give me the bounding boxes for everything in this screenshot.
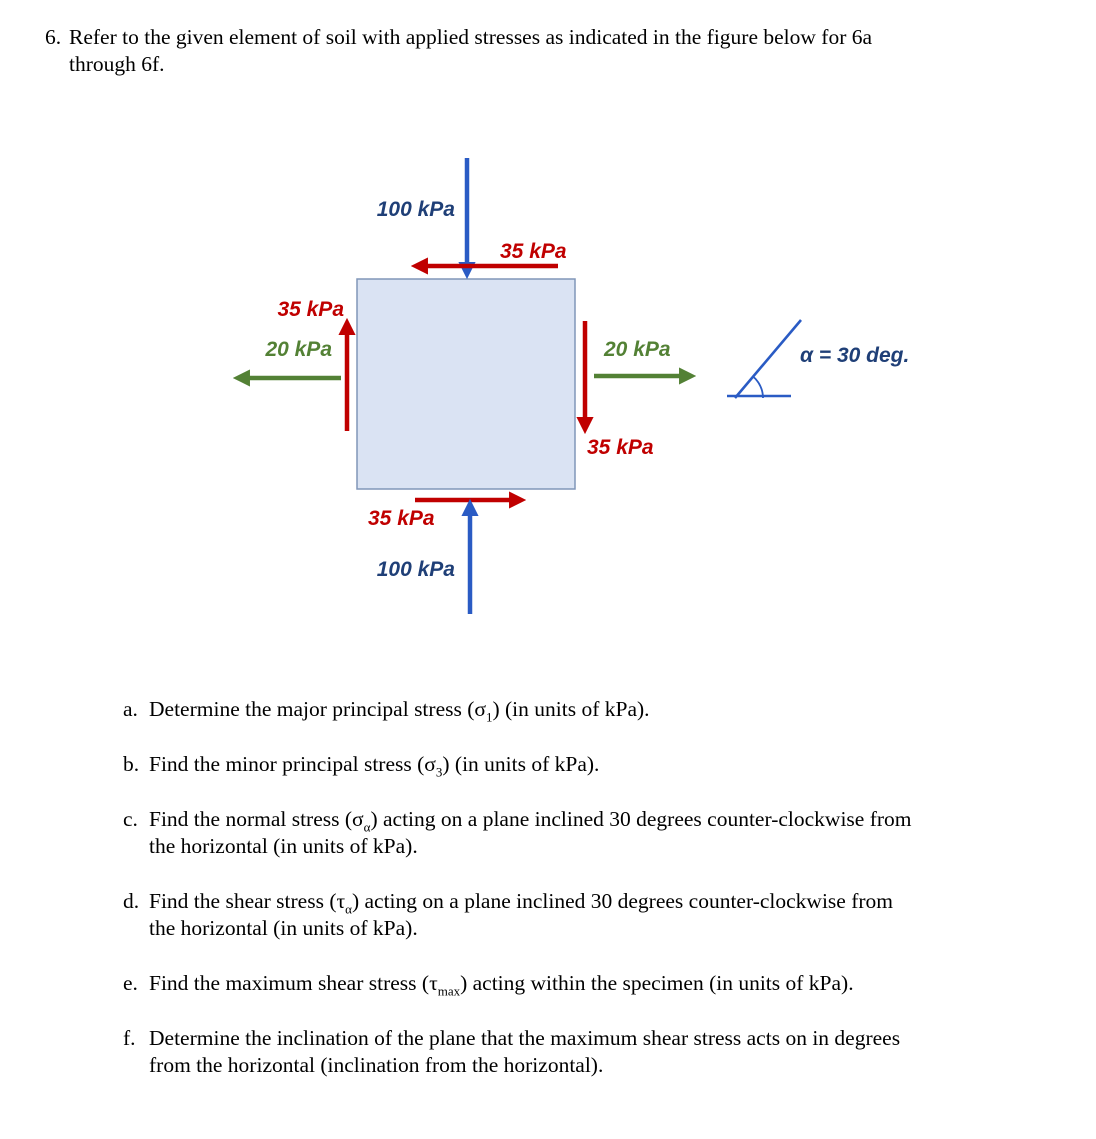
question-a-pre: Determine the major principal stress ( bbox=[149, 697, 475, 721]
question-d-line2: the horizontal (in units of kPa). bbox=[149, 916, 418, 940]
question-b-pre: Find the minor principal stress ( bbox=[149, 752, 425, 776]
question-f-letter: f. bbox=[123, 1026, 136, 1050]
question-d-post: ) acting on a plane inclined 30 degrees counter-clockwise from bbox=[351, 889, 893, 913]
left-normal-stress-label: 20 kPa bbox=[265, 338, 332, 361]
question-a-post: ) (in units of kPa). bbox=[492, 697, 650, 721]
question-d-subscript: α bbox=[345, 901, 352, 917]
problem-statement bbox=[45, 24, 1076, 78]
angle-label: α = 30 deg. bbox=[800, 344, 910, 367]
right-shear-stress-label: 35 kPa bbox=[587, 436, 654, 459]
question-a-symbol: σ bbox=[474, 697, 486, 721]
question-e bbox=[123, 970, 1062, 997]
problem-number: 6. bbox=[45, 25, 62, 49]
question-c-letter: c. bbox=[123, 807, 138, 831]
question-a bbox=[123, 696, 1062, 723]
bottom-shear-stress-label: 35 kPa bbox=[368, 507, 435, 530]
problem-text-line1: Refer to the given element of soil with applied stresses as indicated in the figure below for 6a bbox=[69, 25, 873, 49]
question-c-symbol: σ bbox=[352, 807, 364, 831]
question-e-symbol: τ bbox=[429, 971, 438, 995]
question-e-post: ) acting within the specimen (in units of kPa). bbox=[460, 971, 854, 995]
left-shear-stress-label: 35 kPa bbox=[277, 298, 344, 321]
question-d-symbol: τ bbox=[336, 889, 346, 913]
right-normal-stress-label: 20 kPa bbox=[604, 338, 671, 361]
questions-list bbox=[0, 696, 1096, 1079]
question-c-post: ) acting on a plane inclined 30 degrees counter-clockwise from bbox=[370, 807, 912, 831]
problem-text-line2: through 6f. bbox=[69, 52, 165, 76]
question-b-letter: b. bbox=[123, 752, 140, 776]
question-b-subscript: 3 bbox=[435, 764, 443, 780]
question-b-symbol: σ bbox=[424, 752, 436, 776]
question-f bbox=[123, 1025, 1062, 1079]
question-a-letter: a. bbox=[123, 697, 138, 721]
soil-element-square bbox=[357, 279, 575, 489]
question-c bbox=[123, 806, 1062, 860]
stress-diagram bbox=[0, 148, 1096, 648]
question-d bbox=[123, 888, 1062, 942]
question-b bbox=[123, 751, 1062, 778]
top-shear-stress-label: 35 kPa bbox=[500, 240, 567, 263]
question-e-pre: Find the maximum shear stress ( bbox=[149, 971, 430, 995]
question-f-line1: Determine the inclination of the plane that the maximum shear stress acts on in degrees bbox=[149, 1026, 901, 1050]
question-d-pre: Find the shear stress ( bbox=[149, 889, 337, 913]
angle-inclined-line bbox=[735, 320, 801, 398]
question-d-letter: d. bbox=[123, 889, 140, 913]
top-normal-stress-label: 100 kPa bbox=[376, 198, 455, 221]
question-f-line2: from the horizontal (inclination from the horizontal). bbox=[149, 1053, 604, 1077]
question-a-subscript: 1 bbox=[485, 709, 493, 725]
question-e-subscript: max bbox=[437, 983, 461, 999]
question-e-letter: e. bbox=[123, 971, 138, 995]
question-c-line2: the horizontal (in units of kPa). bbox=[149, 834, 418, 858]
question-c-subscript: α bbox=[363, 819, 371, 835]
bottom-normal-stress-label: 100 kPa bbox=[376, 558, 455, 581]
stress-element-figure bbox=[0, 148, 1096, 648]
question-b-post: ) (in units of kPa). bbox=[442, 752, 600, 776]
question-c-pre: Find the normal stress ( bbox=[149, 807, 353, 831]
